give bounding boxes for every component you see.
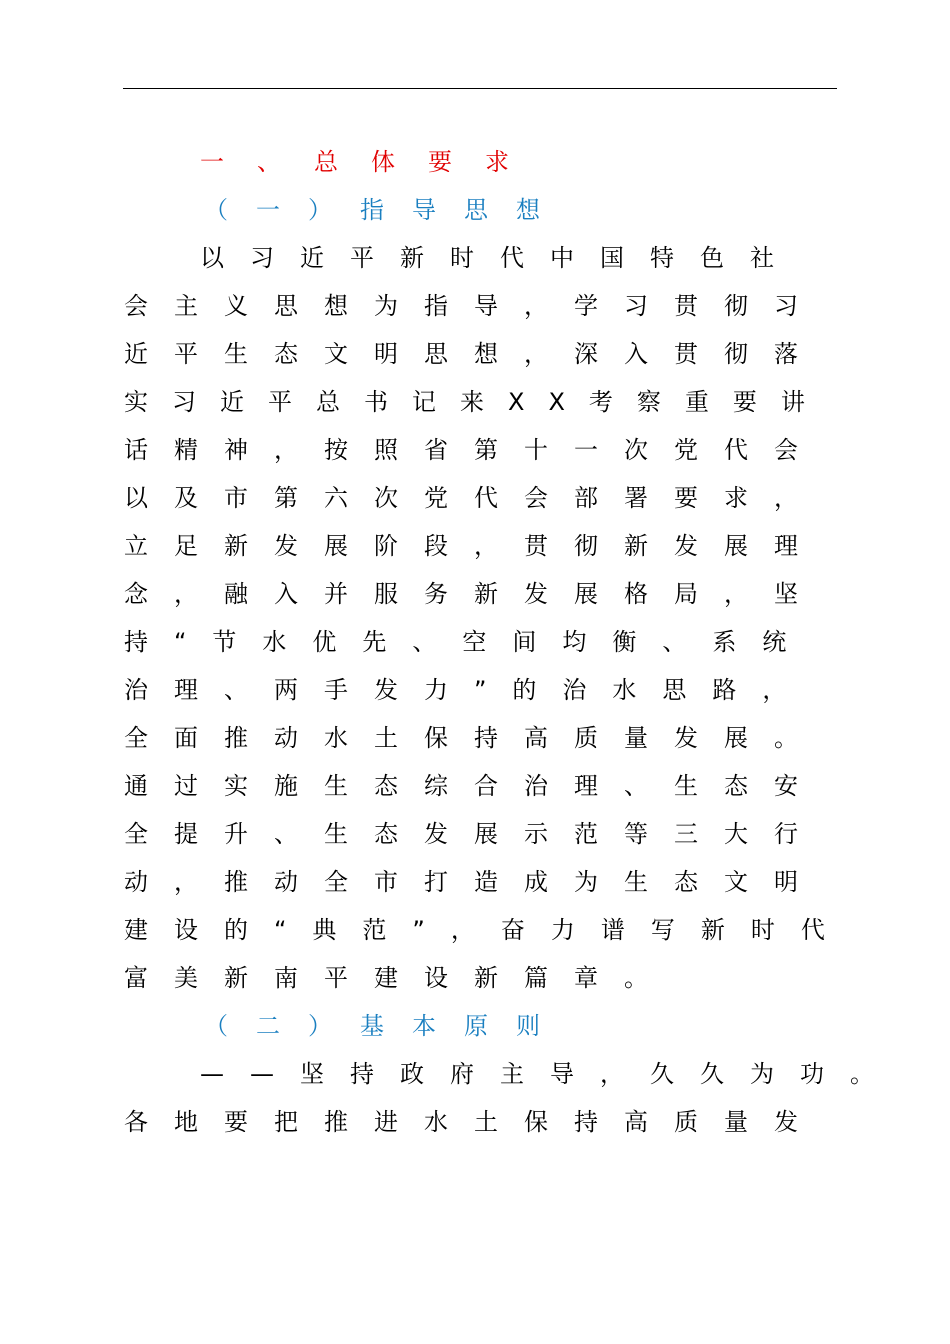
body-line: 实习近平总书记来XX考察重要讲 bbox=[124, 388, 829, 416]
body-line: 富美新南平建设新篇章。 bbox=[124, 964, 674, 992]
heading-guiding-ideology: （一）指导思想 bbox=[204, 196, 568, 224]
body-line: 治理、两手发力”的治水思路， bbox=[124, 676, 813, 704]
body-line: 全提升、生态发展示范等三大行 bbox=[124, 820, 824, 848]
body-line: 以及市第六次党代会部署要求， bbox=[124, 484, 824, 512]
body-line: 通过实施生态综合治理、生态安 bbox=[124, 772, 824, 800]
body-line: ——坚持政府主导，久久为功。 bbox=[200, 1060, 900, 1088]
body-line: 以习近平新时代中国特色社 bbox=[200, 244, 800, 272]
body-line: 会主义思想为指导，学习贯彻习 bbox=[124, 292, 824, 320]
heading-basic-principles: （二）基本原则 bbox=[204, 1012, 568, 1040]
body-line: 近平生态文明思想，深入贯彻落 bbox=[124, 340, 824, 368]
heading-general-requirements: 一、总体要求 bbox=[200, 148, 542, 176]
header-rule bbox=[123, 88, 837, 89]
body-line: 话精神，按照省第十一次党代会 bbox=[124, 436, 824, 464]
body-line: 建设的“典范”，奋力谱写新时代 bbox=[124, 916, 851, 944]
body-line: 全面推动水土保持高质量发展。 bbox=[124, 724, 824, 752]
body-line: 持“节水优先、空间均衡、系统 bbox=[124, 628, 813, 656]
body-line: 立足新发展阶段，贯彻新发展理 bbox=[124, 532, 824, 560]
body-line: 动，推动全市打造成为生态文明 bbox=[124, 868, 824, 896]
body-line: 各地要把推进水土保持高质量发 bbox=[124, 1108, 824, 1136]
body-line: 念，融入并服务新发展格局，坚 bbox=[124, 580, 824, 608]
